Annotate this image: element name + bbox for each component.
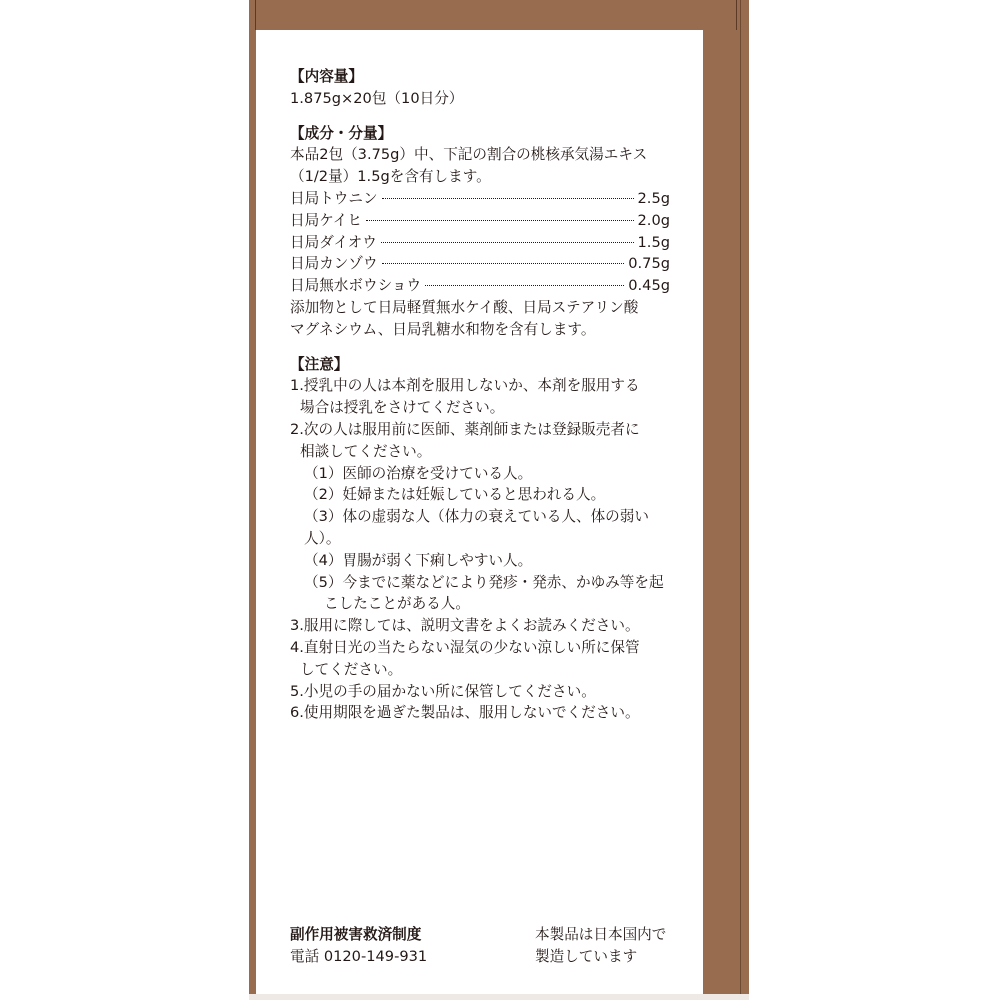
ingredient-amount: 0.45g xyxy=(628,277,670,295)
bottom-flap xyxy=(249,994,749,1000)
caution-2-line-1: 2.次の人は服用前に医師、薬剤師または登録販売者に xyxy=(290,420,640,438)
caution-2-sub-4: （4）胃腸が弱く下痢しやすい人。 xyxy=(304,551,533,569)
caution-1-line-1: 1.授乳中の人は本剤を服用しないか、本剤を服用する xyxy=(290,377,640,395)
ingredient-row xyxy=(290,253,670,275)
ingredient-amount: 2.5g xyxy=(637,189,670,207)
caution-3: 3.服用に際しては、説明文書をよくお読みください。 xyxy=(290,617,640,635)
caution-2-sub-5-line-1: （5）今までに薬などにより発疹・発赤、かゆみ等を起 xyxy=(304,573,664,591)
ingredient-amount: 0.75g xyxy=(628,255,670,273)
ingredient-row xyxy=(290,210,670,232)
caution-2-sub-1: （1）医師の治療を受けている人。 xyxy=(304,464,533,482)
contents-heading: 【内容量】 xyxy=(290,68,363,85)
caution-2-sub-5-line-2: こしたことがある人。 xyxy=(324,595,470,613)
ingredients-heading: 【成分・分量】 xyxy=(290,124,393,142)
fold-line-left xyxy=(255,0,256,30)
ingredient-row xyxy=(290,188,670,210)
caution-2-sub-2: （2）妊婦または妊娠していると思われる人。 xyxy=(304,486,606,504)
caution-4-line-1: 4.直射日光の当たらない湿気の少ない涼しい所に保管 xyxy=(290,638,640,656)
ingredient-name: 日局ダイオウ xyxy=(290,233,377,251)
fold-line-right xyxy=(740,0,741,1000)
additives-2: マグネシウム、日局乳糖水和物を含有します。 xyxy=(290,320,596,338)
fold-line-right-top xyxy=(736,0,737,30)
additives-1: 添加物として日局軽質無水ケイ酸、日局ステアリン酸 xyxy=(290,298,639,316)
caution-5: 5.小児の手の届かない所に保管してください。 xyxy=(290,682,596,700)
ingredient-name: 日局無水ボウショウ xyxy=(290,277,422,295)
cautions-heading: 【注意】 xyxy=(290,355,349,373)
ingredient-name: 日局トウニン xyxy=(290,189,378,207)
label-content xyxy=(290,66,670,724)
made-in-japan-note xyxy=(535,924,666,968)
contents-value: 1.875g×20包（10日分） xyxy=(290,89,464,107)
ingredient-name: 日局カンゾウ xyxy=(290,255,378,273)
made-in-line-1: 本製品は日本国内で xyxy=(535,926,667,943)
relief-system-info xyxy=(290,924,427,968)
relief-system-title: 副作用被害救済制度 xyxy=(290,926,422,943)
leader-dots xyxy=(425,284,624,286)
ingredient-name: 日局ケイヒ xyxy=(290,211,362,229)
caution-2-sub-3: （3）体の虚弱な人（体力の衰えている人、体の弱い人）。 xyxy=(304,508,649,547)
caution-2-line-2: 相談してください。 xyxy=(300,442,432,460)
caution-4-line-2: してください。 xyxy=(300,660,403,678)
made-in-line-2: 製造しています xyxy=(535,948,638,965)
ingredients-intro-2: （1/2量）1.5gを含有します。 xyxy=(290,168,491,186)
ingredient-row xyxy=(290,275,670,297)
leader-dots xyxy=(382,197,634,199)
relief-system-phone: 電話 0120-149-931 xyxy=(290,948,428,965)
ingredient-row xyxy=(290,232,670,254)
leader-dots xyxy=(381,241,634,243)
ingredients-intro-1: 本品2包（3.75g）中、下記の割合の桃核承気湯エキス xyxy=(290,146,648,164)
leader-dots xyxy=(382,262,625,264)
caution-1-line-2: 場合は授乳をさけてください。 xyxy=(300,399,505,417)
leader-dots xyxy=(366,219,634,221)
ingredient-amount: 1.5g xyxy=(637,233,670,251)
caution-6: 6.使用期限を過ぎた製品は、服用しないでください。 xyxy=(290,704,640,722)
ingredient-amount: 2.0g xyxy=(637,211,670,229)
